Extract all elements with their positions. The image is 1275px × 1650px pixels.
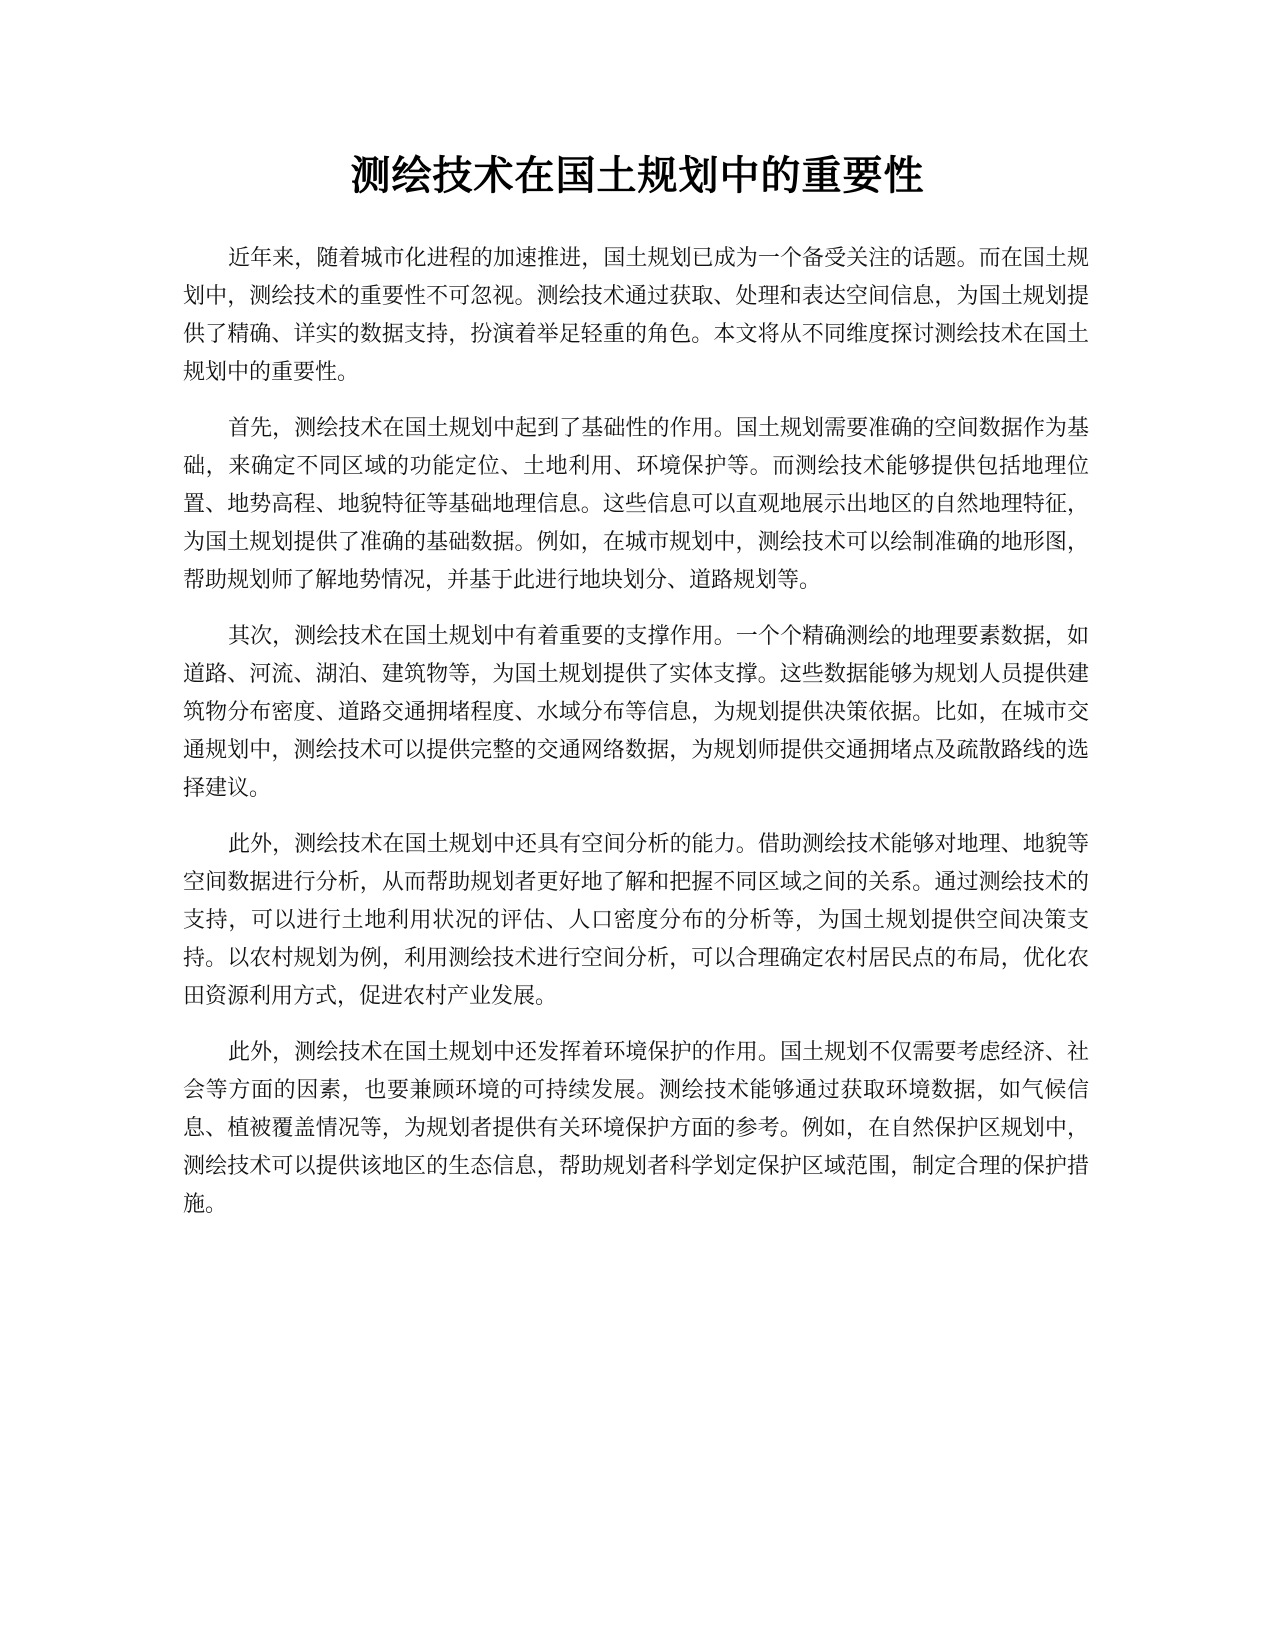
paragraph-environment: 此外，测绘技术在国土规划中还发挥着环境保护的作用。国土规划不仅需要考虑经济、社会等方面的因素，也要兼顾环境的可持续发展。测绘技术能够通过获取环境数据，如气候信息、植被覆盖情况等，为规划者提供有关环境保护方面的参考。例如，在自然保护区规划中，测绘技术可以提供该地区的生态信息，帮助规划者科学划定保护区域范围，制定合理的保护措施。	[183, 1040, 1089, 1217]
paragraph-foundation: 首先，测绘技术在国土规划中起到了基础性的作用。国土规划需要准确的空间数据作为基础，来确定不同区域的功能定位、土地利用、环境保护等。而测绘技术能够提供包括地理位置、地势高程、地貌特征等基础地理信息。这些信息可以直观地展示出地区的自然地理特征，为国土规划提供了准确的基础数据。例如，在城市规划中，测绘技术可以绘制准确的地形图，帮助规划师了解地势情况，并基于此进行地块划分、道路规划等。	[183, 416, 1089, 593]
paragraph-spatial-analysis: 此外，测绘技术在国土规划中还具有空间分析的能力。借助测绘技术能够对地理、地貌等空间数据进行分析，从而帮助规划者更好地了解和把握不同区域之间的关系。通过测绘技术的支持，可以进行土地利用状况的评估、人口密度分布的分析等，为国土规划提供空间决策支持。以农村规划为例，利用测绘技术进行空间分析，可以合理确定农村居民点的布局，优化农田资源利用方式，促进农村产业发展。	[183, 832, 1089, 1009]
paragraph-support: 其次，测绘技术在国土规划中有着重要的支撑作用。一个个精确测绘的地理要素数据，如道路、河流、湖泊、建筑物等，为国土规划提供了实体支撑。这些数据能够为规划人员提供建筑物分布密度、道路交通拥堵程度、水域分布等信息，为规划提供决策依据。比如，在城市交通规划中，测绘技术可以提供完整的交通网络数据，为规划师提供交通拥堵点及疏散路线的选择建议。	[183, 624, 1089, 801]
document-body	[183, 240, 1089, 1242]
document-title: 测绘技术在国土规划中的重要性	[350, 153, 925, 199]
paragraph-intro: 近年来，随着城市化进程的加速推进，国土规划已成为一个备受关注的话题。而在国土规划中，测绘技术的重要性不可忽视。测绘技术通过获取、处理和表达空间信息，为国土规划提供了精确、详实的数据支持，扮演着举足轻重的角色。本文将从不同维度探讨测绘技术在国土规划中的重要性。	[183, 246, 1089, 385]
